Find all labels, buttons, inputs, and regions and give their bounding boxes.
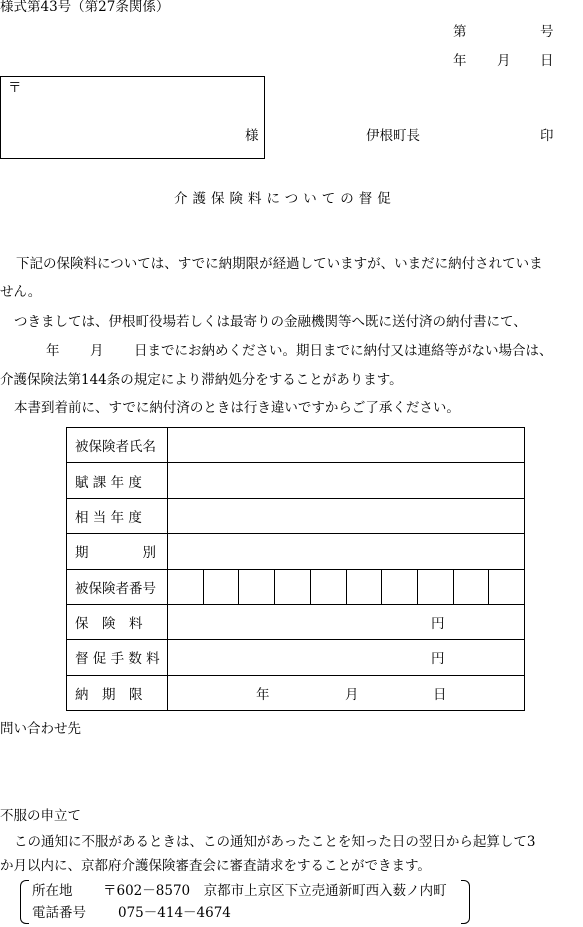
body-line-2: せん。 [0, 284, 42, 300]
row-label: 保 険 料 [67, 604, 168, 639]
document-number-suffix: 号 [540, 24, 554, 40]
yen-unit: 円 [431, 616, 445, 633]
due-month-label: 月 [345, 686, 359, 703]
recipient-address-box [0, 76, 265, 159]
table-row-applicable-year [67, 498, 525, 533]
digit-box [417, 570, 453, 604]
row-label: 納 期 限 [67, 675, 168, 710]
body-line-4: 日までにお納めください。期日までに納付又は連絡等がない場合は、 [134, 343, 553, 359]
table-row-insured-number [67, 569, 525, 604]
phone-label: 電話番号 [32, 905, 86, 921]
digit-box [238, 570, 274, 604]
table-row-premium [67, 604, 525, 639]
contact-label: 問い合わせ先 [0, 721, 81, 737]
digit-box [346, 570, 382, 604]
digit-box [310, 570, 346, 604]
digit-box [203, 570, 239, 604]
insured-number-digit-boxes [168, 570, 524, 604]
body-line-6: 本書到着前に、すでに納付済のときは行き違いですからご了承ください。 [14, 400, 460, 416]
issuer-name: 伊根町長 [366, 128, 420, 144]
deadline-month-label: 月 [90, 343, 104, 359]
table-row-assessment-year [67, 463, 525, 498]
applicable-year-field [168, 498, 525, 533]
yen-unit: 円 [431, 651, 445, 668]
digit-box [488, 570, 524, 604]
body-line-5: 介護保険法第144条の規定により滞納処分をすることがあります。 [0, 372, 403, 388]
table-row-insured-name [67, 428, 525, 463]
digit-box [274, 570, 310, 604]
row-label: 被保険者氏名 [67, 428, 168, 463]
row-label: 督 促 手 数 料 [67, 640, 168, 675]
issuer-seal: 印 [540, 128, 554, 144]
period-field [168, 534, 525, 569]
digit-box [453, 570, 489, 604]
insured-name-field [168, 428, 525, 463]
row-label: 賦 課 年 度 [67, 463, 168, 498]
insured-number-field [168, 569, 525, 604]
assessment-year-field [168, 463, 525, 498]
body-line-3: つきましては、伊根町役場若しくは最寄りの金融機関等へ既に送付済の納付書にて、 [14, 314, 527, 330]
phone-value: 075－414－4674 [118, 905, 231, 921]
appeal-line-1: この通知に不服があるときは、この通知があったことを知った日の翌日から起算して3 [14, 834, 536, 850]
left-bracket [20, 880, 29, 924]
date-day-label: 日 [540, 53, 554, 69]
due-date-field [168, 675, 525, 710]
digit-box [381, 570, 417, 604]
reminder-fee-field [168, 640, 525, 675]
recipient-honorific: 様 [245, 128, 259, 144]
row-label: 期 別 [67, 534, 168, 569]
table-row-due-date [67, 675, 525, 710]
due-year-label: 年 [256, 686, 270, 703]
form-number: 様式第43号（第27条関係） [0, 0, 170, 15]
row-label: 被保険者番号 [67, 569, 168, 604]
premium-field [168, 604, 525, 639]
row-label: 相 当 年 度 [67, 498, 168, 533]
document-number-prefix: 第 [453, 24, 467, 40]
postal-mark: 〒 [8, 80, 22, 96]
premium-details-table [66, 427, 525, 711]
location-value: 〒602－8570 京都市上京区下立売通新町西入薮ノ内町 [103, 883, 447, 899]
date-year-label: 年 [453, 53, 467, 69]
document-title: 介護保険料についての督促 [174, 191, 396, 207]
due-day-label: 日 [433, 686, 447, 703]
table-row-reminder-fee [67, 640, 525, 675]
location-label: 所在地 [32, 883, 73, 899]
deadline-year-label: 年 [46, 343, 60, 359]
date-month-label: 月 [497, 53, 511, 69]
body-line-1: 下記の保険料については、すでに納期限が経過していますが、いまだに納付されていま [16, 256, 543, 272]
digit-box [168, 570, 203, 604]
appeal-line-2: か月以内に、京都府介護保険審査会に審査請求をすることができます。 [0, 858, 431, 874]
table-row-period [67, 534, 525, 569]
appeal-heading: 不服の申立て [0, 808, 81, 824]
right-bracket [461, 880, 470, 924]
